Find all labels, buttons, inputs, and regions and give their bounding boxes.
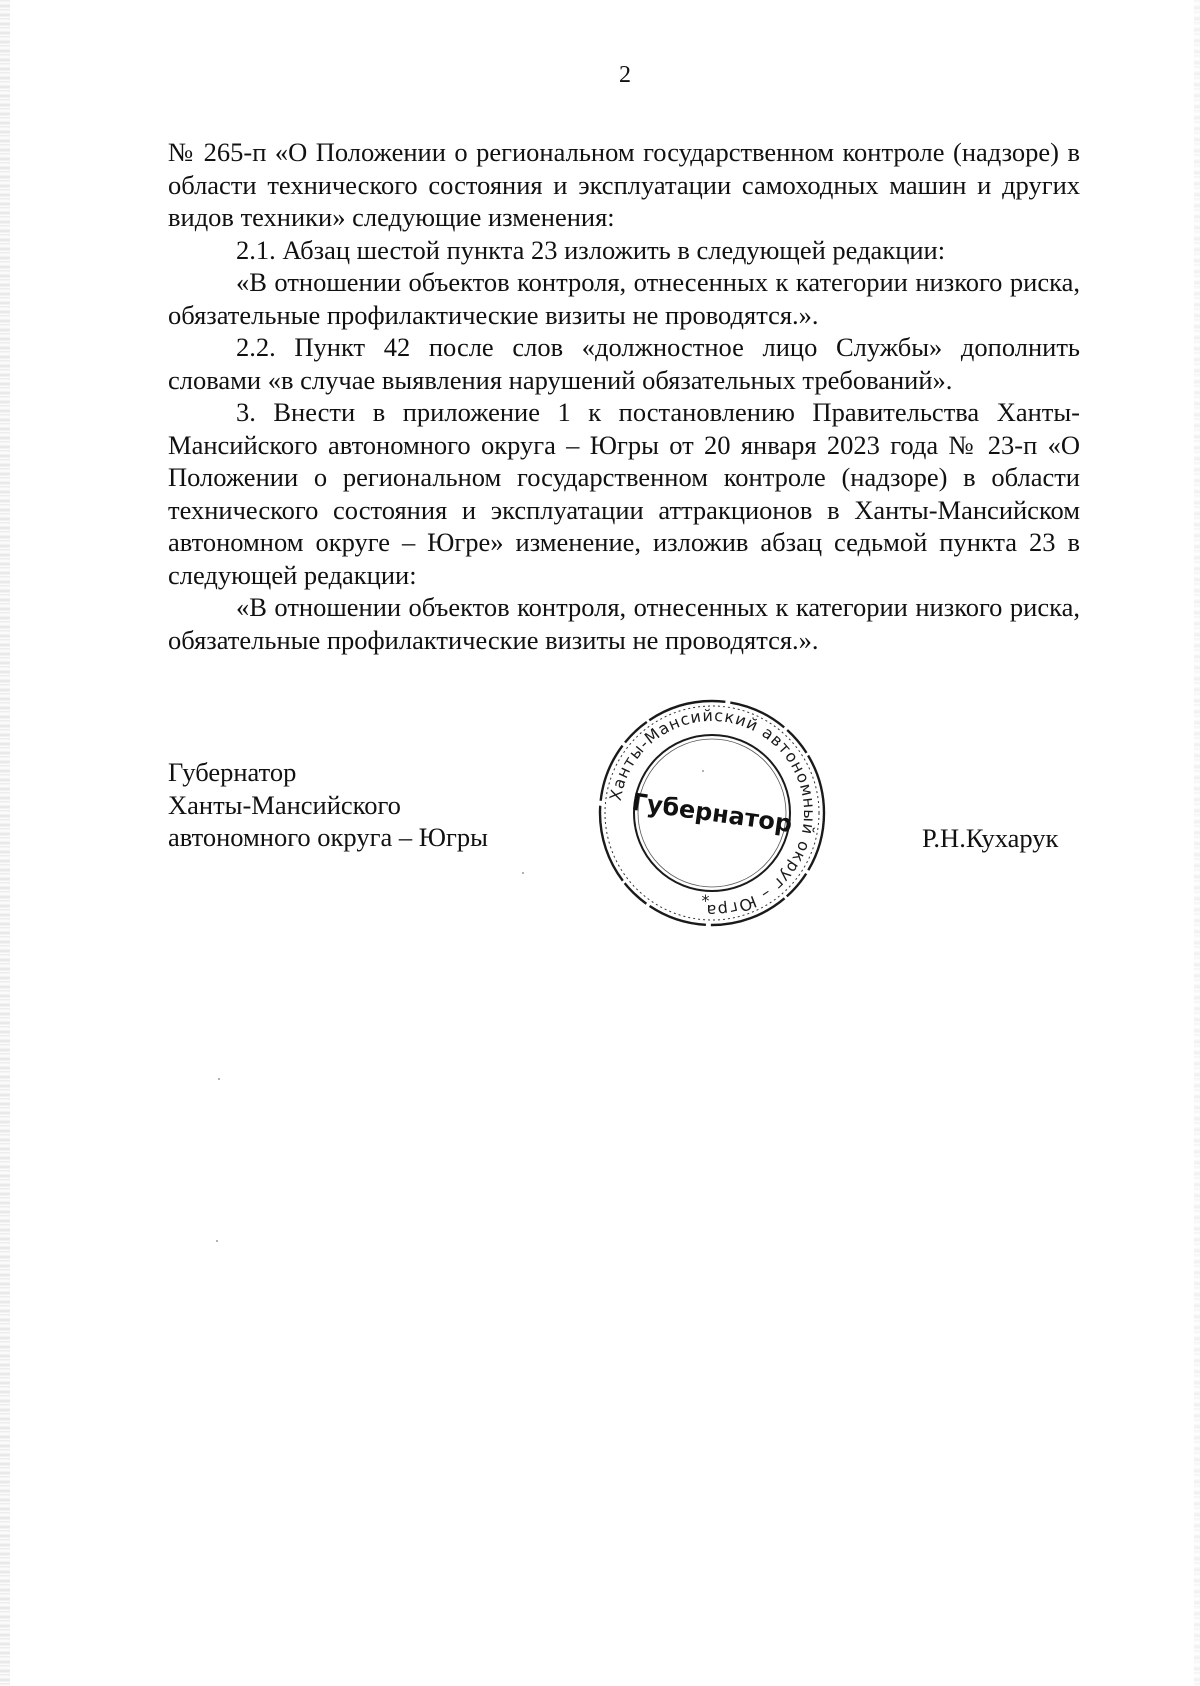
- document-body: [168, 136, 1080, 656]
- signatory-name: Р.Н.Кухарук: [922, 823, 1059, 853]
- seal-graphic: [596, 697, 828, 929]
- paragraph-2-2: 2.2. Пункт 42 после слов «должностное лицо Службы» дополнить словами «в случае выявления нарушений обязательных требований».: [168, 332, 1080, 395]
- scan-speck: [522, 872, 524, 874]
- seal-ring-text: Ханты-Мансийский автономный округ – Югра: [605, 705, 820, 921]
- paragraph-3: 3. Внести в приложение 1 к постановлению Правительства Ханты-Мансийского автономного округа – Югры от 20 января 2023 года № 23-п «О Положении о региональном государственном контроле (надзоре) в области технического состояния и эксплуатации аттракционов в Ханты-Мансийском автономном округе – Югре» изменение, изложив абзац седьмой пункта 23 в следующей редакции:: [168, 397, 1080, 590]
- scan-left-edge: [0, 0, 10, 1686]
- official-seal: [596, 697, 828, 929]
- signatory-position: [168, 756, 488, 854]
- paragraph-continuation: № 265-п «О Положении о региональном государственном контроле (надзоре) в области технического состояния и эксплуатации самоходных машин и других видов техники» следующие изменения:: [168, 137, 1080, 232]
- paragraph-3-quote: «В отношении объектов контроля, отнесенных к категории низкого риска, обязательные профилактические визиты не проводятся.».: [168, 592, 1080, 655]
- seal-star: *: [701, 891, 711, 910]
- signatory-position-line: Ханты-Мансийского: [168, 789, 401, 820]
- signatory-position-line: автономного округа – Югры: [168, 822, 488, 852]
- seal-center-text: Губернатор: [630, 787, 794, 839]
- signatory-position-line: Губернатор: [168, 757, 297, 787]
- page-number: 2: [619, 62, 631, 88]
- paragraph-2-1-quote: «В отношении объектов контроля, отнесенных к категории низкого риска, обязательные профилактические визиты не проводятся.».: [168, 267, 1080, 330]
- paragraph-2-1: 2.1. Абзац шестой пункта 23 изложить в следующей редакции:: [236, 234, 946, 265]
- scan-right-edge: [1194, 0, 1200, 1686]
- scan-speck: [702, 770, 704, 772]
- scan-speck: [218, 1078, 220, 1080]
- scan-speck: [216, 1240, 218, 1242]
